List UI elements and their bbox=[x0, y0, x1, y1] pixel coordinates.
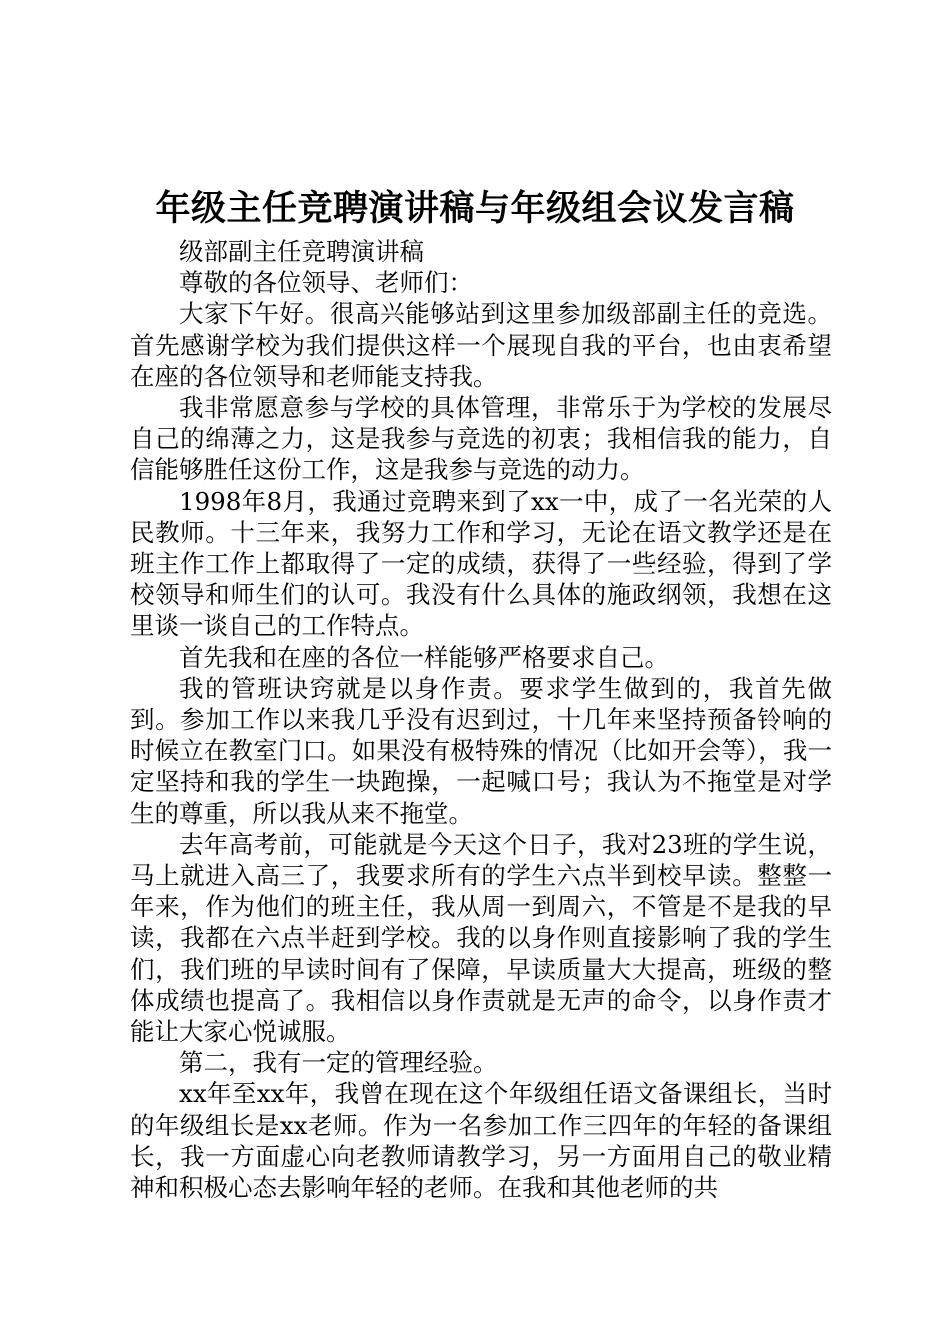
paragraph: 我非常愿意参与学校的具体管理，非常乐于为学校的发展尽自己的绵薄之力，这是我参与竞选的初衷；我相信我的能力，自信能够胜任这份工作，这是我参与竞选的动力。 bbox=[130, 393, 832, 485]
paragraph: 去年高考前，可能就是今天这个日子，我对23班的学生说，马上就进入高三了，我要求所有的学生六点半到校早读。整整一年来，作为他们的班主任，我从周一到周六，不管是不是我的早读，我都在六点半赶到学校。我的以身作则直接影响了我的学生们，我们班的早读时间有了保障，早读质量大大提高，班级的整体成绩也提高了。我相信以身作责就是无声的命令，以身作责才能让大家心悦诚服。 bbox=[130, 829, 832, 1047]
paragraph: 第二，我有一定的管理经验。 bbox=[179, 1048, 498, 1078]
paragraph: 1998年8月，我通过竞聘来到了xx一中，成了一名光荣的人民教师。十三年来，我努力工作和学习，无论在语文教学还是在班主作工作上都取得了一定的成绩，获得了一些经验，得到了学校领导和师生们的认可。我没有什么具体的施政纲领，我想在这里谈一谈自己的工作特点。 bbox=[130, 486, 832, 641]
paragraph: 尊敬的各位领导、老师们： bbox=[179, 268, 473, 298]
paragraph: 级部副主任竞聘演讲稿 bbox=[179, 237, 424, 266]
paragraph: xx年至xx年，我曾在现在这个年级组任语文备课组长，当时的年级组长是xx老师。作为一名参加工作三四年的年轻的备课组长，我一方面虚心向老教师请教学习，另一方面用自己的敬业精神和积极心态去影响年轻的老师。在我和其他老师的共 bbox=[130, 1079, 832, 1203]
paragraph: 大家下午好。很高兴能够站到这里参加级部副主任的竞选。首先感谢学校为我们提供这样一个展现自我的平台，也由衷希望在座的各位领导和老师能支持我。 bbox=[130, 299, 832, 391]
document-body bbox=[130, 236, 832, 1203]
document-title: 年级主任竞聘演讲稿与年级组会议发言稿 bbox=[155, 189, 795, 229]
paragraph: 首先我和在座的各位一样能够严格要求自己。 bbox=[179, 642, 669, 672]
paragraph: 我的管班诀窍就是以身作责。要求学生做到的，我首先做到。参加工作以来我几乎没有迟到过，十几年来坚持预备铃响的时候立在教室门口。如果没有极特殊的情况（比如开会等），我一定坚持和我的学生一块跑操，一起喊口号；我认为不拖堂是对学生的尊重，所以我从来不拖堂。 bbox=[130, 673, 832, 828]
